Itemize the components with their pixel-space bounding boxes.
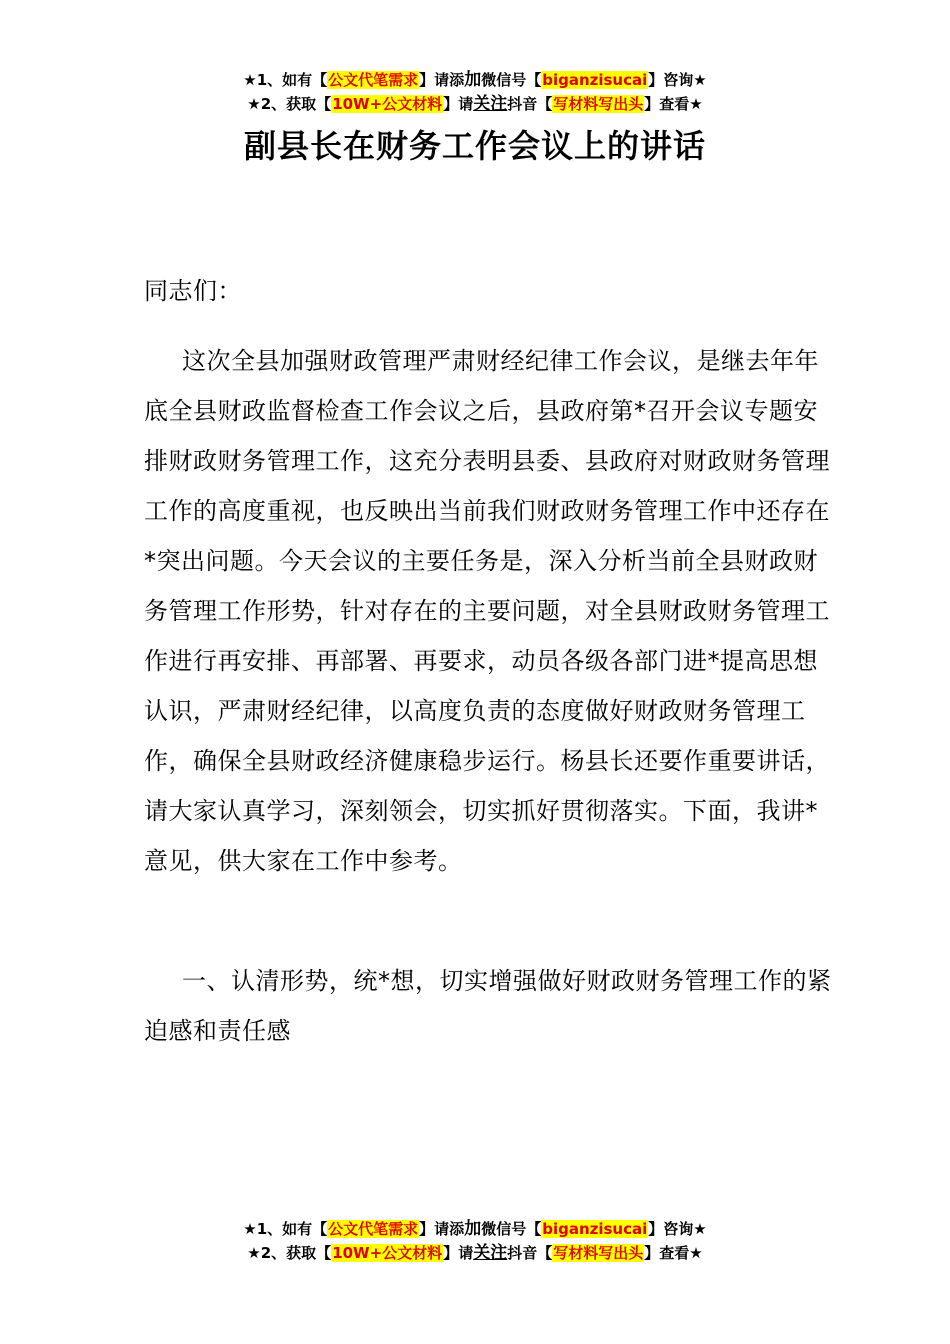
banner-line-2 (0, 1241, 950, 1265)
banner-text: ★2、获取【 (247, 1244, 332, 1262)
document-title: 副县长在财务工作会议上的讲话 (243, 127, 706, 165)
banner-line-1 (0, 1217, 950, 1241)
banner-line-1 (0, 68, 950, 92)
banner-highlight-service: 公文代笔需求 (328, 71, 419, 89)
banner-text: 】查看★ (644, 95, 703, 113)
banner-text: 微信号【 (481, 71, 542, 89)
banner-text: ★1、如有【 (243, 1220, 328, 1238)
banner-text: 】请 (443, 95, 474, 113)
greeting: 同志们： (144, 277, 242, 305)
banner-emphasis: 加 (464, 70, 482, 90)
banner-highlight-service: 公文代笔需求 (328, 1220, 419, 1238)
banner-text: 】咨询★ (648, 1220, 707, 1238)
banner-underline: 关注 (473, 94, 508, 114)
paragraph-1: 这次全县加强财政管理严肃财经纪律工作会议，是继去年年底全县财政监督检查工作会议之后，县政府第*召开会议专题安排财政财务管理工作，这充分表明县委、县政府对财政财务管理工作的高度重视，也反映出当前我们财政财务管理工作中还存在*突出问题。今天会议的主要任务是，深入分析当前全县财政财务管理工作形势，针对存在的主要问题，对全县财政财务管理工作进行再安排、再部署、再要求，动员各级各部门进*提高思想认识，严肃财经纪律，以高度负责的态度做好财政财务管理工作，确保全县财政经济健康稳步运行。杨县长还要作重要讲话，请大家认真学习，深刻领会，切实抓好贯彻落实。下面，我讲*意见，供大家在工作中参考。 (144, 347, 830, 875)
banner-emphasis: 加 (464, 1219, 482, 1239)
banner-highlight-wechat: biganzisucai (542, 1220, 648, 1238)
header-banner (0, 68, 950, 116)
banner-text: ★1、如有【 (243, 71, 328, 89)
banner-text: 】请添 (419, 71, 465, 89)
banner-text: 抖音【 (507, 95, 553, 113)
banner-text: 】查看★ (644, 1244, 703, 1262)
banner-text: 】请 (443, 1244, 474, 1262)
banner-text: ★2、获取【 (247, 95, 332, 113)
banner-highlight-douyin: 写材料写出头 (553, 1244, 644, 1262)
banner-underline: 关注 (473, 1243, 508, 1263)
banner-highlight-wechat: biganzisucai (542, 71, 648, 89)
banner-text: 抖音【 (507, 1244, 553, 1262)
banner-text: 】请添 (419, 1220, 465, 1238)
section-heading-1: 一、认清形势，统*想，切实增强做好财政财务管理工作的紧迫感和责任感 (144, 967, 832, 1045)
banner-highlight-douyin: 写材料写出头 (553, 95, 644, 113)
banner-highlight-materials: 10W+公文材料 (332, 95, 443, 113)
footer-banner (0, 1217, 950, 1265)
banner-line-2 (0, 92, 950, 116)
banner-text: 】咨询★ (648, 71, 707, 89)
banner-highlight-materials: 10W+公文材料 (332, 1244, 443, 1262)
banner-text: 微信号【 (481, 1220, 542, 1238)
